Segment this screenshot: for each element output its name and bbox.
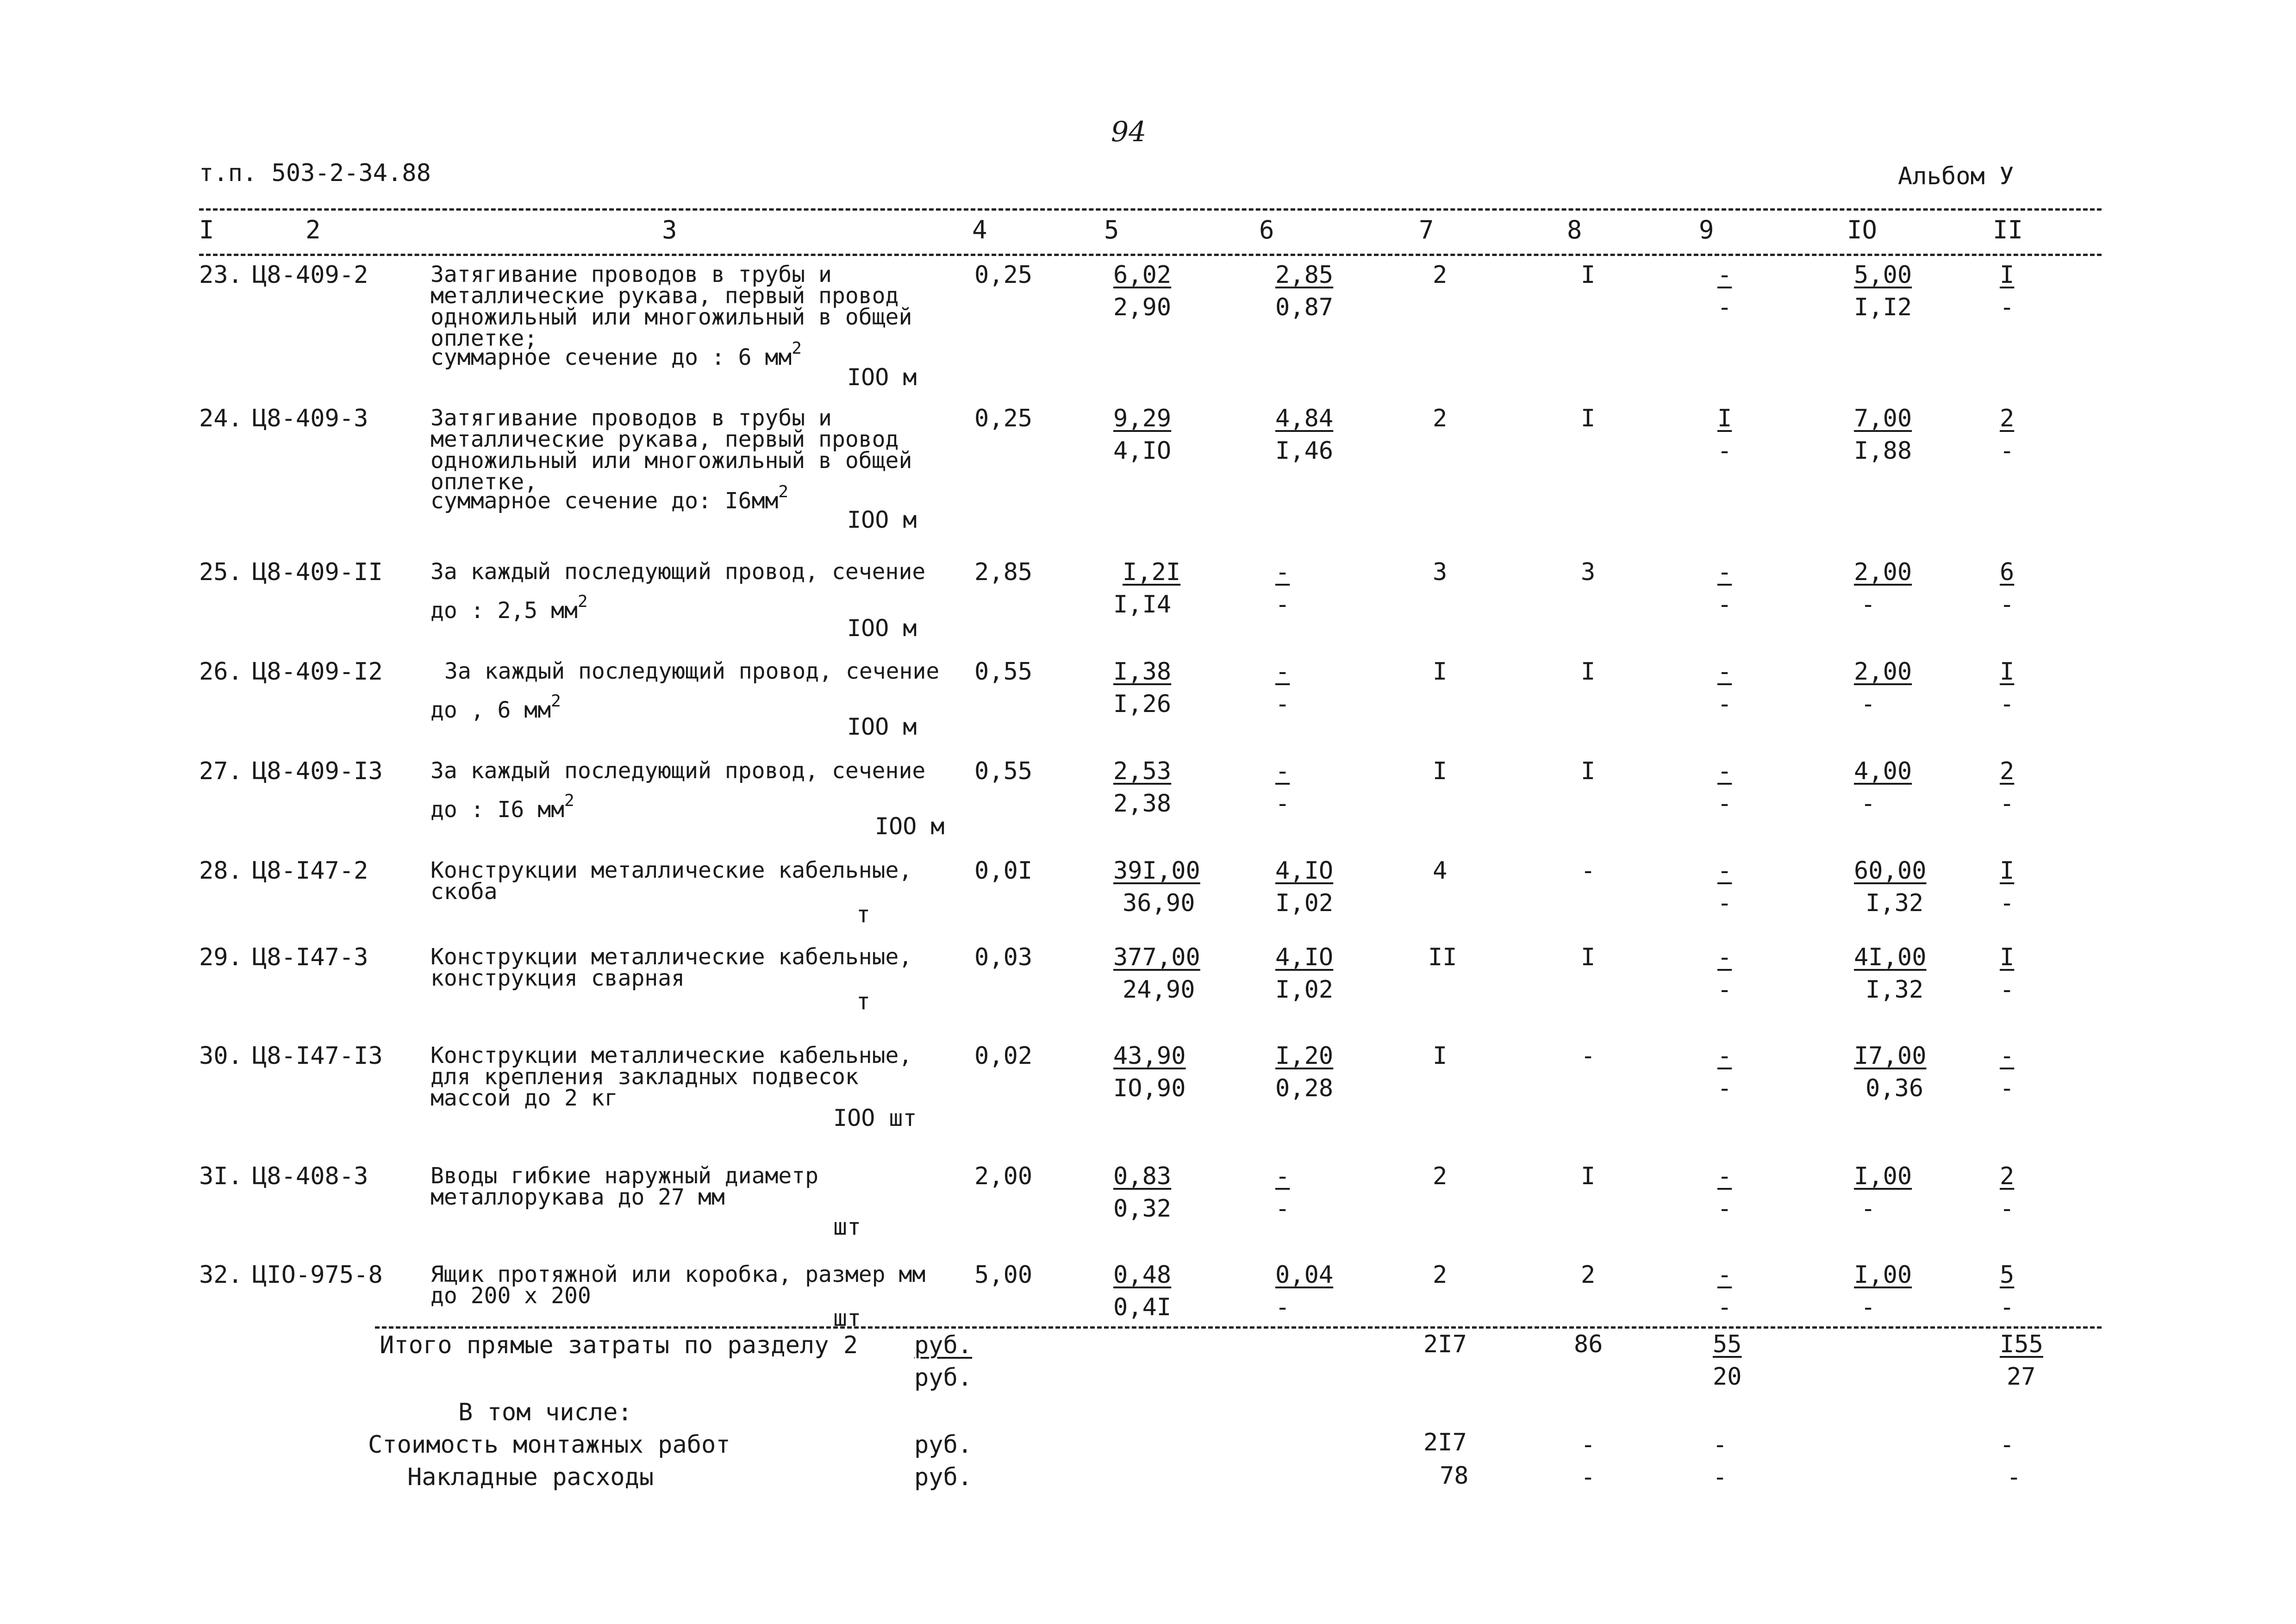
cell-col11-top: I — [2000, 943, 2015, 971]
mount-cost-label: Стоимость монтажных работ — [368, 1431, 730, 1459]
overhead-unit: руб. — [914, 1463, 973, 1491]
cell-col5-bottom: 24,90 — [1123, 976, 1195, 1004]
column-header-7: 7 — [1419, 215, 1434, 244]
cell-col9-bottom: - — [1717, 889, 1732, 917]
column-header-4: 4 — [972, 215, 987, 244]
cell-col9-bottom: - — [1717, 437, 1732, 465]
cell-col5-bottom: I,I4 — [1113, 591, 1172, 618]
cell-col8: I — [1581, 658, 1596, 686]
totals-col8: 86 — [1574, 1330, 1603, 1358]
cell-col10-top: I,00 — [1854, 1162, 1912, 1190]
cell-col5-top: 0,48 — [1113, 1261, 1172, 1289]
cell-col11-top: I — [2000, 658, 2015, 686]
row-description: Вводы гибкие наружный диаметр металлорукава до 27 мм — [430, 1163, 819, 1210]
row-description-cont: суммарное сечение до : 6 $мм^2$ — [430, 339, 802, 370]
cell-col11-bottom: - — [2000, 437, 2015, 465]
cell-col9-top: - — [1717, 558, 1732, 586]
cell-col11-bottom: - — [2000, 1195, 2015, 1223]
header-bottom-rule — [199, 254, 2102, 256]
cell-col11-bottom: - — [2000, 591, 2015, 618]
mount-cost-col11: - — [2000, 1431, 2015, 1459]
cell-col5-top: I,2I — [1123, 558, 1181, 586]
cell-col7: I — [1433, 658, 1447, 686]
cell-col9-top: - — [1717, 757, 1732, 785]
cell-col6-bottom: 0,87 — [1275, 294, 1334, 321]
row-code: Ц8-I47-2 — [252, 857, 368, 885]
row-number: 32. — [199, 1261, 243, 1289]
cell-col5-bottom: I,26 — [1113, 690, 1172, 718]
totals-col9-top: 55 — [1713, 1330, 1742, 1358]
cell-col8: - — [1581, 857, 1596, 885]
cell-col11-bottom: - — [2000, 294, 2015, 321]
totals-col9-bottom: 20 — [1713, 1363, 1742, 1391]
cell-col6-top: - — [1275, 658, 1290, 686]
column-header-10: IO — [1847, 215, 1878, 244]
cell-col7: 2 — [1433, 261, 1447, 289]
cell-col8: 3 — [1581, 558, 1596, 586]
cell-col6-top: 0,04 — [1275, 1261, 1334, 1289]
column-header-5: 5 — [1104, 215, 1119, 244]
cell-col6-top: I,20 — [1275, 1042, 1334, 1070]
cell-col10-bottom: I,32 — [1866, 976, 1924, 1004]
row-unit: IOO м — [847, 713, 917, 740]
cell-col7: I — [1433, 1042, 1447, 1070]
row-number: 27. — [199, 757, 243, 785]
cell-col9-bottom: - — [1717, 1195, 1732, 1223]
cell-col5-bottom: IO,90 — [1113, 1074, 1186, 1102]
cell-col10-top: 2,00 — [1854, 558, 1912, 586]
cell-col7: 2 — [1433, 1261, 1447, 1289]
cell-col9-bottom: - — [1717, 1074, 1732, 1102]
cell-col7: II — [1428, 943, 1457, 971]
cell-col6-bottom: - — [1275, 1293, 1290, 1321]
cell-col6-bottom: - — [1275, 591, 1290, 618]
album-label: Альбом У — [1898, 162, 2014, 190]
row-unit: т — [856, 988, 871, 1015]
row-number: 25. — [199, 558, 243, 586]
row-number: 24. — [199, 405, 243, 432]
cell-col9-bottom: - — [1717, 790, 1732, 818]
cell-col10-top: I7,00 — [1854, 1042, 1927, 1070]
cell-col11-top: 2 — [2000, 757, 2015, 785]
row-code: ЦIO-975-8 — [252, 1261, 383, 1289]
row-description: За каждый последующий провод, сечение — [430, 559, 926, 585]
row-description-cont: до : I6 $мм^2$ — [430, 791, 574, 823]
cell-col8: I — [1581, 943, 1596, 971]
cell-col5-top: 2,53 — [1113, 757, 1172, 785]
totals-col11-top: I55 — [2000, 1330, 2043, 1358]
cell-col5-top: 0,83 — [1113, 1162, 1172, 1190]
row-description: Затягивание проводов в трубы и металлические рукава, первый провод одножильный или многожильный в общей оплетке, — [430, 405, 912, 495]
totals-unit-2: руб. — [914, 1364, 973, 1392]
cell-col10-top: I,00 — [1854, 1261, 1912, 1289]
cell-col6-top: 4,84 — [1275, 405, 1334, 432]
cell-col5-bottom: 0,32 — [1113, 1195, 1172, 1223]
row-number: 23. — [199, 261, 243, 289]
row-unit: т — [856, 901, 871, 928]
cell-col4: 0,25 — [974, 261, 1033, 289]
cell-col11-bottom: - — [2000, 1293, 2015, 1321]
cell-col10-bottom: 0,36 — [1866, 1074, 1924, 1102]
row-code: Ц8-409-3 — [252, 405, 368, 432]
cell-col4: 2,85 — [974, 558, 1033, 586]
overhead-col9: - — [1713, 1463, 1728, 1491]
cell-col9-top: - — [1717, 943, 1732, 971]
cell-col7: 2 — [1433, 405, 1447, 432]
cell-col8: - — [1581, 1042, 1596, 1070]
column-header-6: 6 — [1259, 215, 1274, 244]
row-description: Конструкции металлические кабельные, для крепления закладных подвесок массой до 2 кг — [430, 1043, 912, 1111]
cell-col5-top: I,38 — [1113, 658, 1172, 686]
cell-col6-top: - — [1275, 558, 1290, 586]
row-description: Затягивание проводов в трубы и металлические рукава, первый провод одножильный или многожильный в общей оплетке; — [430, 262, 912, 351]
cell-col6-bottom: - — [1275, 1195, 1290, 1223]
row-unit: шт — [833, 1305, 861, 1331]
row-code: Ц8-409-2 — [252, 261, 368, 289]
cell-col6-bottom: - — [1275, 690, 1290, 718]
row-unit: IOO м — [847, 506, 917, 533]
row-unit: IOO шт — [833, 1105, 917, 1131]
cell-col6-top: - — [1275, 1162, 1290, 1190]
row-code: Ц8-409-II — [252, 558, 383, 586]
cell-col4: 5,00 — [974, 1261, 1033, 1289]
mount-cost-col8: - — [1581, 1431, 1596, 1459]
cell-col11-top: 2 — [2000, 1162, 2015, 1190]
row-unit: IOO м — [847, 364, 917, 391]
row-number: 3I. — [199, 1162, 243, 1190]
cell-col8: I — [1581, 261, 1596, 289]
cell-col4: 0,25 — [974, 405, 1033, 432]
cell-col6-top: 4,IO — [1275, 857, 1334, 885]
cell-col10-bottom: - — [1861, 690, 1876, 718]
cell-col10-top: 4I,00 — [1854, 943, 1927, 971]
row-unit: IOO м — [847, 615, 917, 642]
cell-col5-bottom: 2,38 — [1113, 790, 1172, 818]
column-header-3: 3 — [662, 215, 677, 244]
cell-col11-top: - — [2000, 1042, 2015, 1070]
cell-col4: 0,02 — [974, 1042, 1033, 1070]
cell-col5-bottom: 4,IO — [1113, 437, 1172, 465]
cell-col10-bottom: - — [1861, 1195, 1876, 1223]
cell-col9-top: I — [1717, 405, 1732, 432]
cell-col9-bottom: - — [1717, 1293, 1732, 1321]
cell-col4: 0,03 — [974, 943, 1033, 971]
cell-col10-bottom: - — [1861, 1293, 1876, 1321]
cell-col11-top: I — [2000, 857, 2015, 885]
cell-col9-bottom: - — [1717, 690, 1732, 718]
row-description-cont: до : 2,5 $мм^2$ — [430, 592, 588, 624]
row-description-cont: до , 6 $мм^2$ — [430, 692, 561, 723]
page-number: 94 — [1111, 116, 1147, 148]
cell-col6-top: - — [1275, 757, 1290, 785]
cell-col5-top: 377,00 — [1113, 943, 1200, 971]
cell-col10-top: 2,00 — [1854, 658, 1912, 686]
totals-col7: 2I7 — [1423, 1330, 1467, 1358]
cell-col7: 4 — [1433, 857, 1447, 885]
cell-col6-top: 4,IO — [1275, 943, 1334, 971]
cell-col9-top: - — [1717, 261, 1732, 289]
row-description: За каждый последующий провод, сечение — [444, 658, 940, 684]
cell-col11-bottom: - — [2000, 690, 2015, 718]
row-code: Ц8-409-I2 — [252, 658, 383, 686]
row-description: За каждый последующий провод, сечение — [430, 758, 926, 784]
cell-col10-bottom: - — [1861, 591, 1876, 618]
cell-col8: I — [1581, 1162, 1596, 1190]
totals-top-rule — [375, 1326, 2102, 1329]
row-code: Ц8-I47-3 — [252, 943, 368, 971]
row-description: Конструкции металлические кабельные, конструкция сварная — [430, 944, 912, 991]
totals-unit-1: руб. — [914, 1331, 973, 1359]
row-description: Ящик протяжной или коробка, размер мм до 200 х 200 — [430, 1262, 926, 1309]
overhead-label: Накладные расходы — [407, 1463, 654, 1491]
cell-col6-bottom: I,46 — [1275, 437, 1334, 465]
cell-col10-top: 5,00 — [1854, 261, 1912, 289]
column-header-8: 8 — [1567, 215, 1582, 244]
cell-col7: 3 — [1433, 558, 1447, 586]
cell-col7: 2 — [1433, 1162, 1447, 1190]
cell-col6-top: 2,85 — [1275, 261, 1334, 289]
cell-col8: 2 — [1581, 1261, 1596, 1289]
cell-col5-top: 43,90 — [1113, 1042, 1186, 1070]
cell-col8: I — [1581, 405, 1596, 432]
cell-col11-bottom: - — [2000, 889, 2015, 917]
row-code: Ц8-409-I3 — [252, 757, 383, 785]
cell-col6-bottom: I,02 — [1275, 889, 1334, 917]
overhead-col8: - — [1581, 1463, 1596, 1491]
row-unit: IOO м — [875, 813, 945, 840]
cell-col8: I — [1581, 757, 1596, 785]
document-code: т.п. 503-2-34.88 — [199, 159, 431, 187]
totals-label: Итого прямые затраты по разделу 2 — [380, 1331, 858, 1359]
cell-col9-bottom: - — [1717, 976, 1732, 1004]
cell-col10-bottom: I,88 — [1854, 437, 1912, 465]
cell-col7: I — [1433, 757, 1447, 785]
overhead-col11: - — [2007, 1463, 2021, 1491]
totals-col11-bottom: 27 — [2007, 1363, 2036, 1391]
including-label: В том числе: — [458, 1399, 632, 1426]
cell-col9-top: - — [1717, 857, 1732, 885]
cell-col11-bottom: - — [2000, 976, 2015, 1004]
cell-col5-top: 6,02 — [1113, 261, 1172, 289]
row-description-cont: суммарное сечение до: $I6мм^2$ — [430, 482, 789, 514]
cell-col11-bottom: - — [2000, 790, 2015, 818]
cell-col11-top: 6 — [2000, 558, 2015, 586]
row-number: 28. — [199, 857, 243, 885]
cell-col11-top: 5 — [2000, 1261, 2015, 1289]
column-header-11: II — [1993, 215, 2023, 244]
cell-col10-top: 7,00 — [1854, 405, 1912, 432]
cell-col11-bottom: - — [2000, 1074, 2015, 1102]
cell-col5-top: 9,29 — [1113, 405, 1172, 432]
overhead-col7: 78 — [1440, 1462, 1469, 1490]
row-unit: шт — [833, 1213, 861, 1240]
cell-col9-top: - — [1717, 1042, 1732, 1070]
cell-col5-top: 39I,00 — [1113, 857, 1200, 885]
cell-col11-top: 2 — [2000, 405, 2015, 432]
cell-col4: 0,55 — [974, 658, 1033, 686]
row-description: Конструкции металлические кабельные, скоба — [430, 857, 912, 905]
row-code: Ц8-I47-I3 — [252, 1042, 383, 1070]
mount-cost-col7: 2I7 — [1423, 1429, 1467, 1456]
row-number: 26. — [199, 658, 243, 686]
column-header-2: 2 — [306, 215, 321, 244]
cell-col10-top: 60,00 — [1854, 857, 1927, 885]
cell-col10-bottom: I,I2 — [1854, 294, 1912, 321]
cell-col10-bottom: I,32 — [1866, 889, 1924, 917]
cell-col9-top: - — [1717, 1261, 1732, 1289]
cell-col5-bottom: 0,4I — [1113, 1293, 1172, 1321]
cell-col9-bottom: - — [1717, 591, 1732, 618]
row-number: 29. — [199, 943, 243, 971]
row-code: Ц8-408-3 — [252, 1162, 368, 1190]
cell-col11-top: I — [2000, 261, 2015, 289]
row-number: 30. — [199, 1042, 243, 1070]
cell-col9-top: - — [1717, 658, 1732, 686]
mount-cost-unit: руб. — [914, 1431, 973, 1459]
cell-col5-bottom: 2,90 — [1113, 294, 1172, 321]
column-header-1: I — [199, 215, 214, 244]
cell-col5-bottom: 36,90 — [1123, 889, 1195, 917]
cell-col4: 0,55 — [974, 757, 1033, 785]
cell-col6-bottom: 0,28 — [1275, 1074, 1334, 1102]
cell-col4: 2,00 — [974, 1162, 1033, 1190]
cell-col6-bottom: I,02 — [1275, 976, 1334, 1004]
cell-col4: 0,0I — [974, 857, 1033, 885]
cell-col10-bottom: - — [1861, 790, 1876, 818]
mount-cost-col9: - — [1713, 1431, 1728, 1459]
column-header-9: 9 — [1699, 215, 1714, 244]
cell-col9-bottom: - — [1717, 294, 1732, 321]
cell-col6-bottom: - — [1275, 790, 1290, 818]
cell-col9-top: - — [1717, 1162, 1732, 1190]
cell-col10-top: 4,00 — [1854, 757, 1912, 785]
table-top-rule — [199, 208, 2102, 211]
